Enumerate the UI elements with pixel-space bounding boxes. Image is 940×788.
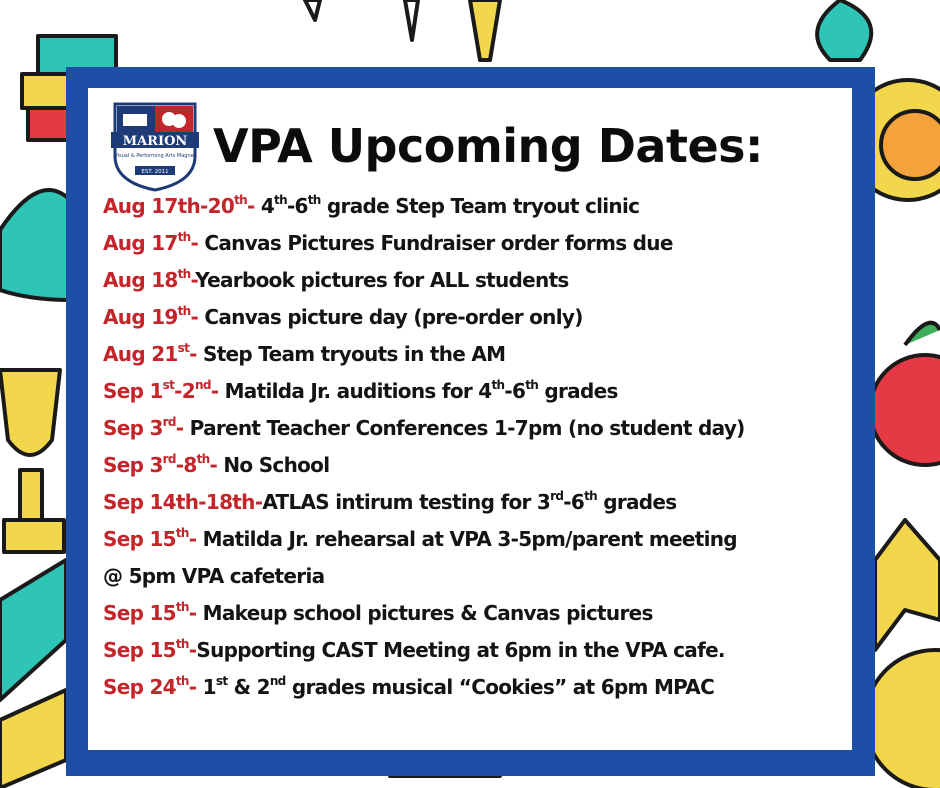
event-date: Aug 18th- xyxy=(103,267,196,292)
pencil-icon xyxy=(470,0,500,60)
event-description: Yearbook pictures for ALL students xyxy=(195,268,569,292)
event-date: Aug 17th-20th- xyxy=(103,193,255,218)
event-description: Matilda Jr. auditions for 4th-6th grades xyxy=(218,378,618,403)
star-icon xyxy=(875,520,940,650)
apple-icon xyxy=(817,0,871,60)
event-date: Sep 15th- xyxy=(103,637,197,662)
leaf-icon xyxy=(0,190,70,300)
event-date: Aug 21st- xyxy=(103,341,197,366)
event-row xyxy=(103,373,848,410)
event-date: Sep 14th-18th- xyxy=(103,490,263,514)
event-row xyxy=(103,595,848,632)
event-date: Aug 17th- xyxy=(103,230,199,255)
marion-logo xyxy=(107,100,203,192)
event-description: Canvas picture day (pre-order only) xyxy=(198,305,583,329)
event-description: Parent Teacher Conferences 1-7pm (no student day) xyxy=(183,416,745,440)
event-date: Sep 1st-2nd- xyxy=(103,378,219,403)
event-row xyxy=(103,521,848,558)
event-date: Sep 3rd- xyxy=(103,415,184,440)
piano-icon xyxy=(123,114,147,126)
event-row xyxy=(103,447,848,484)
event-description: ATLAS intirum testing for 3rd-6th grades xyxy=(262,489,677,514)
event-date: Sep 3rd-8th- xyxy=(103,452,218,477)
event-row xyxy=(103,558,848,595)
event-row xyxy=(103,188,848,225)
event-date: Sep 24th- xyxy=(103,674,197,699)
event-row xyxy=(103,262,848,299)
event-row xyxy=(103,225,848,262)
event-description: Makeup school pictures & Canvas pictures xyxy=(196,601,653,625)
event-date: Aug 19th- xyxy=(103,304,199,329)
event-row xyxy=(103,484,848,521)
ruler-icon xyxy=(0,560,66,700)
logo-name: MARION xyxy=(122,134,188,149)
event-row xyxy=(103,669,848,706)
event-description: Supporting CAST Meeting at 6pm in the VPA cafe. xyxy=(196,638,725,662)
event-description: Matilda Jr. rehearsal at VPA 3-5pm/parent meeting xyxy=(196,527,737,551)
red-apple-icon xyxy=(870,355,940,465)
event-date: Sep 15th- xyxy=(103,526,197,551)
event-description: No School xyxy=(217,453,330,477)
event-description: 4th-6th grade Step Team tryout clinic xyxy=(254,193,640,218)
page-title: VPA Upcoming Dates: xyxy=(213,119,763,173)
logo-est: EST. 2011 xyxy=(141,169,169,175)
logo-subtitle: Visual & Performing Arts Magnet xyxy=(114,153,196,159)
trophy-icon xyxy=(0,370,64,552)
event-row xyxy=(103,299,848,336)
event-description: Step Team tryouts in the AM xyxy=(196,342,506,366)
event-row xyxy=(103,632,848,669)
event-description: 1st & 2nd grades musical “Cookies” at 6pm MPAC xyxy=(196,674,715,699)
event-description: @ 5pm VPA cafeteria xyxy=(103,564,325,588)
events-list xyxy=(103,188,848,706)
event-row xyxy=(103,410,848,447)
event-row xyxy=(103,336,848,373)
event-description: Canvas Pictures Fundraiser order forms due xyxy=(198,231,673,255)
event-date: Sep 15th- xyxy=(103,600,197,625)
